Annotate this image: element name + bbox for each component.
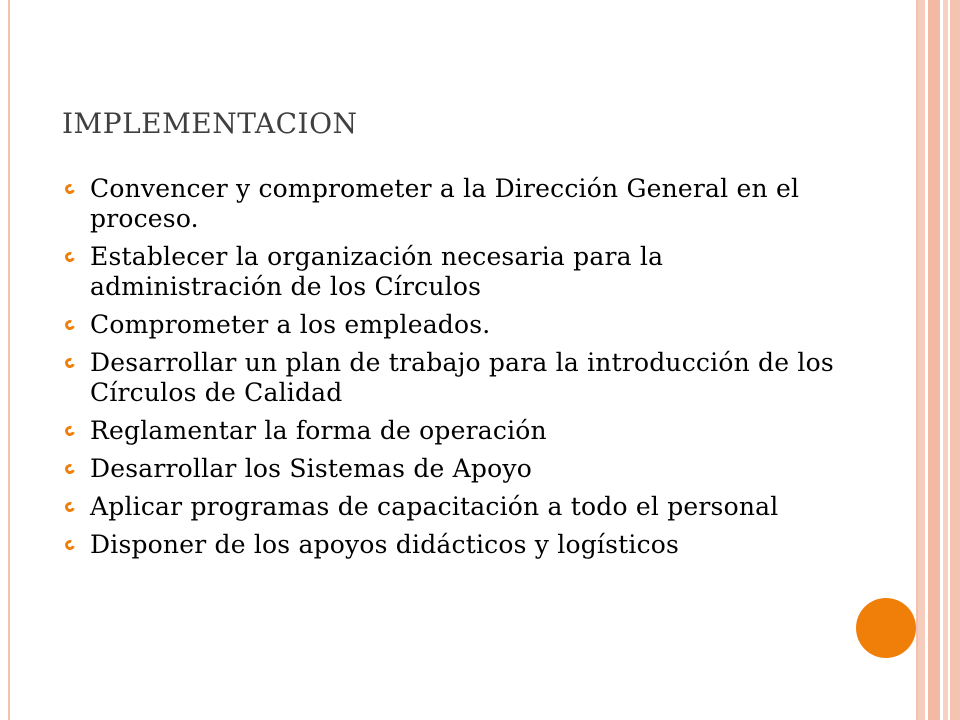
bullet-text: Desarrollar un plan de trabajo para la introducción de los Círculos de Calidad bbox=[90, 348, 834, 407]
bullet-text: Disponer de los apoyos didácticos y logísticos bbox=[90, 530, 680, 559]
bullet-item bbox=[62, 348, 852, 408]
bullet-icon bbox=[63, 500, 76, 513]
bullet-item bbox=[62, 416, 852, 446]
bullet-item bbox=[62, 454, 852, 484]
bullet-icon bbox=[63, 424, 76, 437]
bullet-icon bbox=[63, 538, 76, 551]
bullet-icon bbox=[63, 318, 76, 331]
bullet-text: Establecer la organización necesaria para la administración de los Círculos bbox=[90, 242, 664, 301]
slide-title: IMPLEMENTACION bbox=[62, 107, 358, 140]
bullet-item bbox=[62, 174, 852, 234]
bullet-text: Aplicar programas de capacitación a todo el personal bbox=[90, 492, 779, 521]
bullet-icon bbox=[63, 356, 76, 369]
bullet-item bbox=[62, 310, 852, 340]
decorative-orange-circle bbox=[856, 598, 916, 658]
bullet-text: Comprometer a los empleados. bbox=[90, 310, 491, 339]
bullet-icon bbox=[63, 182, 76, 195]
bullet-text: Reglamentar la forma de operación bbox=[90, 416, 547, 445]
bullet-item bbox=[62, 242, 852, 302]
decorative-stripes bbox=[918, 0, 960, 720]
bullet-icon bbox=[63, 462, 76, 475]
bullet-text: Desarrollar los Sistemas de Apoyo bbox=[90, 454, 532, 483]
bullet-list bbox=[62, 174, 852, 568]
bullet-text: Convencer y comprometer a la Dirección General en el proceso. bbox=[90, 174, 800, 233]
bullet-item bbox=[62, 530, 852, 560]
bullet-icon bbox=[63, 250, 76, 263]
bullet-item bbox=[62, 492, 852, 522]
